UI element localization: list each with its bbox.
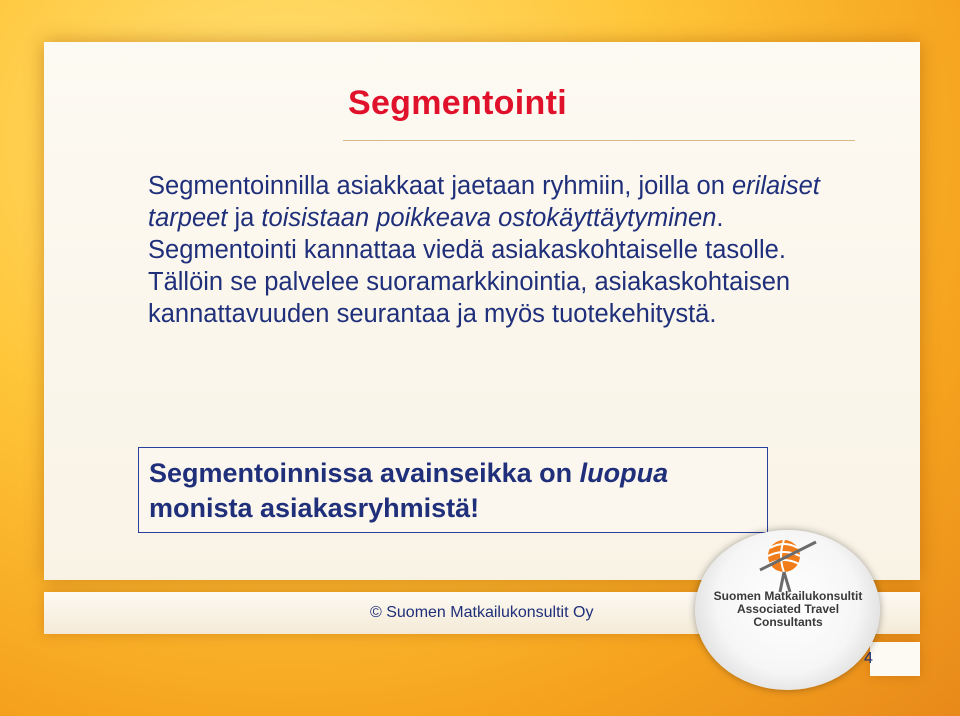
logo-line-3: Consultants: [753, 615, 823, 629]
company-logo: [695, 530, 880, 690]
key-point-callout: [138, 447, 768, 533]
body-paragraph: [148, 170, 848, 330]
callout-emphasis: luopua: [579, 458, 669, 488]
body-text-3: . Segmentointi kannattaa viedä asiakaskohtaiselle tasolle. Tällöin se palvelee suoramarkkinointia, asiakaskohtaisen kannattavuuden seurantaa ja myös tuotekehitystä.: [148, 204, 791, 328]
body-emphasis-2: toisistaan poikkeava ostokäyttäytyminen: [261, 204, 717, 232]
body-text-1: Segmentoinnilla asiakkaat jaetaan ryhmiin, joilla on: [148, 172, 732, 200]
callout-text-1: Segmentoinnissa avainseikka on: [149, 458, 580, 488]
callout-text-2: monista asiakasryhmistä!: [149, 493, 480, 523]
body-text-2: ja: [227, 204, 262, 232]
globe-figure-icon: [750, 536, 825, 596]
body-emphasis-1: erilaiset tarpeet: [148, 172, 820, 232]
logo-line-1: Suomen Matkailukonsultit: [713, 589, 863, 603]
slide-title: Segmentointi: [348, 84, 567, 122]
title-divider: [343, 140, 855, 141]
logo-text: [703, 590, 873, 629]
page-number: 4: [864, 650, 873, 667]
page-number-box: [870, 642, 920, 676]
logo-line-2: Associated Travel: [736, 602, 840, 616]
copyright-text: © Suomen Matkailukonsultit Oy: [370, 604, 594, 621]
